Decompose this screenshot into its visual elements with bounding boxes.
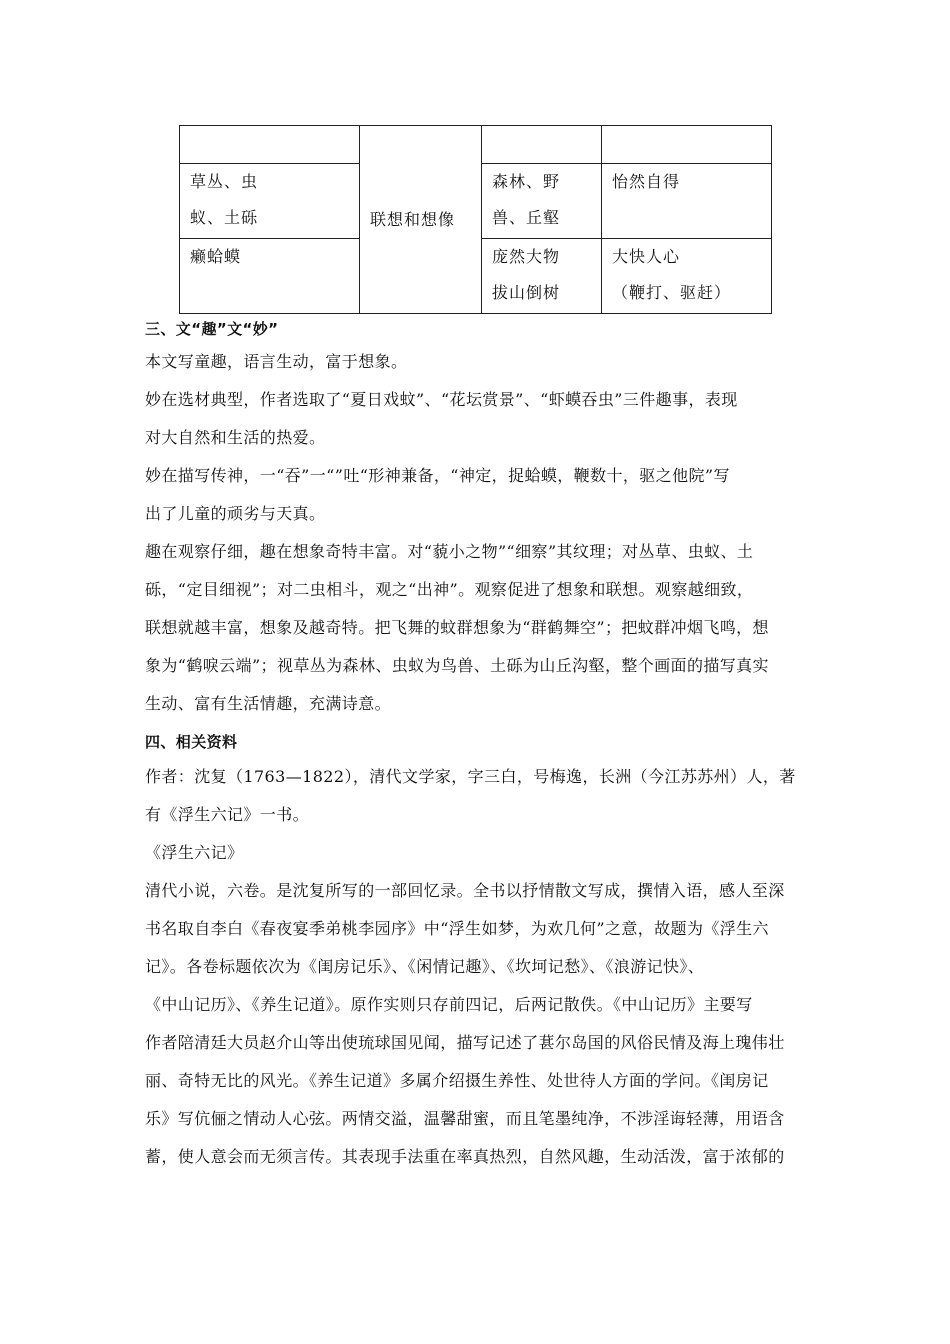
cell-text: 癞蛤蟆: [190, 247, 242, 266]
paragraph-line: 趣在观察仔细，趣在想象奇特丰富。对“藐小之物”“细察”其纹理；对丛草、虫蚁、土: [145, 542, 754, 561]
section-4-heading: 四、相关资料: [145, 733, 238, 751]
paragraph-line: 丽、奇特无比的风光。《养生记道》多属介绍摄生养性、处世待人方面的学问。《闺房记: [145, 1071, 769, 1090]
paragraph-line: 作者陪清廷大员赵介山等出使琉球国见闻，描写记述了葚尔岛国的风俗民情及海上瑰伟壮: [145, 1033, 785, 1052]
cell-text: 蚁、土砾: [190, 208, 259, 227]
paragraph-line: 书名取自李白《春夜宴季弟桃李园序》中“浮生如梦，为欢几何”之意，故题为《浮生六: [145, 919, 769, 938]
paragraph-line: 生动、富有生活情趣，充满诗意。: [145, 694, 392, 713]
cell-text: 拔山倒树: [492, 283, 561, 302]
body-text: [145, 0, 810, 1344]
paragraph-line: 作者：沈复（1763—1822），清代文学家，字三白，号梅逸，长洲（今江苏苏州）人，著: [145, 767, 796, 786]
paragraph-line: 清代小说，六卷。是沈复所写的一部回忆录。全书以抒情散文写成，撰情入语，感人至深: [145, 881, 785, 900]
cell-text: 森林、野: [492, 172, 561, 191]
paragraph-line: 出了儿童的顽劣与天真。: [145, 504, 326, 523]
paragraph-line: 妙在选材典型，作者选取了“夏日戏蚊”、“花坛赏景”、“虾蟆吞虫”三件趣事，表现: [145, 390, 738, 409]
paragraph-line: 乐》写伉俪之情动人心弦。两情交溢，温馨甜蜜，而且笔墨纯净，不涉淫诲轻薄，用语含: [145, 1109, 785, 1128]
cell-text: 兽、丘壑: [492, 208, 561, 227]
paragraph-line: 砾，“定目细视”；对二虫相斗，观之“出神”。观察促进了想象和联想。观察越细致，: [145, 580, 754, 599]
cell-text: 草丛、虫: [190, 172, 259, 191]
cell-text: 庞然大物: [492, 247, 561, 266]
paragraph-line: 本文写童趣，语言生动，富于想象。: [145, 352, 408, 371]
paragraph-line: 《浮生六记》: [145, 843, 244, 862]
paragraph-line: 联想就越丰富，想象及越奇特。把飞舞的蚊群想象为“群鹤舞空”；把蚊群冲烟飞鸣，想: [145, 618, 769, 637]
paragraph-line: 象为“鹤唳云端”；视草丛为森林、虫蚁为鸟兽、土砾为山丘沟壑，整个画面的描写真实: [145, 656, 769, 675]
paragraph-line: 《中山记历》、《养生记道》。原作实则只存前四记，后两记散佚。《中山记历》主要写: [145, 995, 753, 1014]
paragraph-line: 妙在描写传神，一“吞”一“”吐“形神兼备，“神定，捉蛤蟆，鞭数十，驱之他院”写: [145, 466, 730, 485]
cell-text: 怡然自得: [612, 172, 681, 191]
paragraph-line: 对大自然和生活的热爱。: [145, 428, 326, 447]
paragraph-line: 有《浮生六记》一书。: [145, 805, 310, 824]
cell-text: 大快人心: [612, 247, 681, 266]
section-3-heading: 三、文“趣”文“妙”: [145, 320, 279, 338]
paragraph-line: 蓄，使人意会而无须言传。其表现手法重在率真热烈，自然风趣，生动活泼，富于浓郁的: [145, 1147, 785, 1166]
cell-text: （鞭打、驱赶）: [612, 283, 732, 302]
paragraph-line: 记》。各卷标题依次为《闺房记乐》、《闲情记趣》、《坎坷记愁》、《浪游记快》、: [145, 957, 705, 976]
cell-text: 联想和想像: [370, 209, 456, 229]
